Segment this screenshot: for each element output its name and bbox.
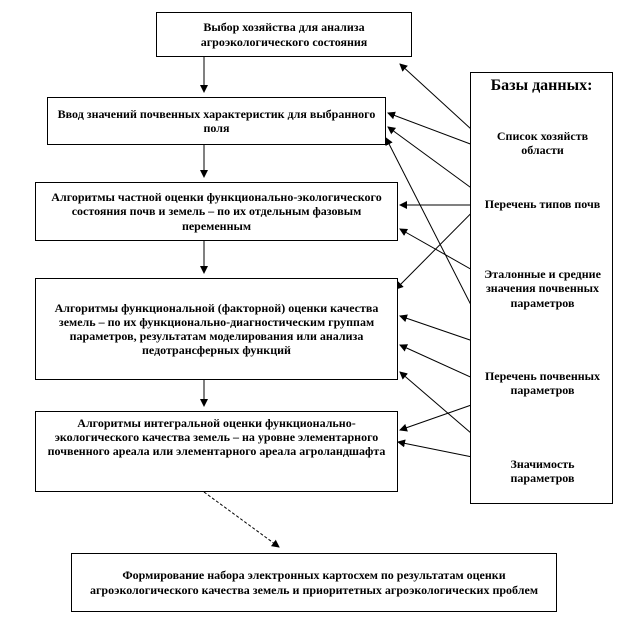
db-soil-types: Перечень типов почв xyxy=(484,197,601,211)
partial-assessment-text: Алгоритмы частной оценки функционально-экологического состояния почв и земель – по их отдельным фазовым переменным xyxy=(51,190,382,233)
map-formation-box xyxy=(71,553,557,612)
farm-selection-box xyxy=(156,12,412,57)
map-formation-text: Формирование набора электронных картосхем по результатам оценки агроэкологического качества земель и приоритетных агроэкологических проблем xyxy=(89,568,538,597)
db-parameter-list: Перечень почвенных параметров xyxy=(484,369,601,398)
farm-selection-text: Выбор хозяйства для анализа агроэкологического состояния xyxy=(200,20,368,49)
arrow-integral-to-maps xyxy=(204,492,279,547)
databases-title: Базы данных: xyxy=(490,77,593,94)
db-parameter-significance: Значимость параметров xyxy=(510,457,575,486)
functional-assessment-text: Алгоритмы функциональной (факторной) оценки качества земель – по их функционально-диагностическим группам параметров, результатам моделирования или анализа педотрансферных функций xyxy=(54,300,379,358)
db-farm-list: Список хозяйств области xyxy=(496,129,589,158)
db-reference-values: Эталонные и средние значения почвенных параметров xyxy=(484,267,601,310)
partial-assessment-box xyxy=(35,182,398,241)
soil-input-text: Ввод значений почвенных характеристик для выбранного поля xyxy=(57,106,376,135)
soil-input-box xyxy=(47,97,386,145)
integral-assessment-text: Алгоритмы интегральной оценки функционально-экологического качества земель – на уровне элементарного почвенного ареала или элементарного ареала агроландшафта xyxy=(47,416,386,459)
integral-assessment-box xyxy=(35,411,398,492)
databases-panel xyxy=(470,72,613,504)
arrow-farmlist-to-input xyxy=(388,113,481,148)
functional-assessment-box xyxy=(35,278,398,380)
